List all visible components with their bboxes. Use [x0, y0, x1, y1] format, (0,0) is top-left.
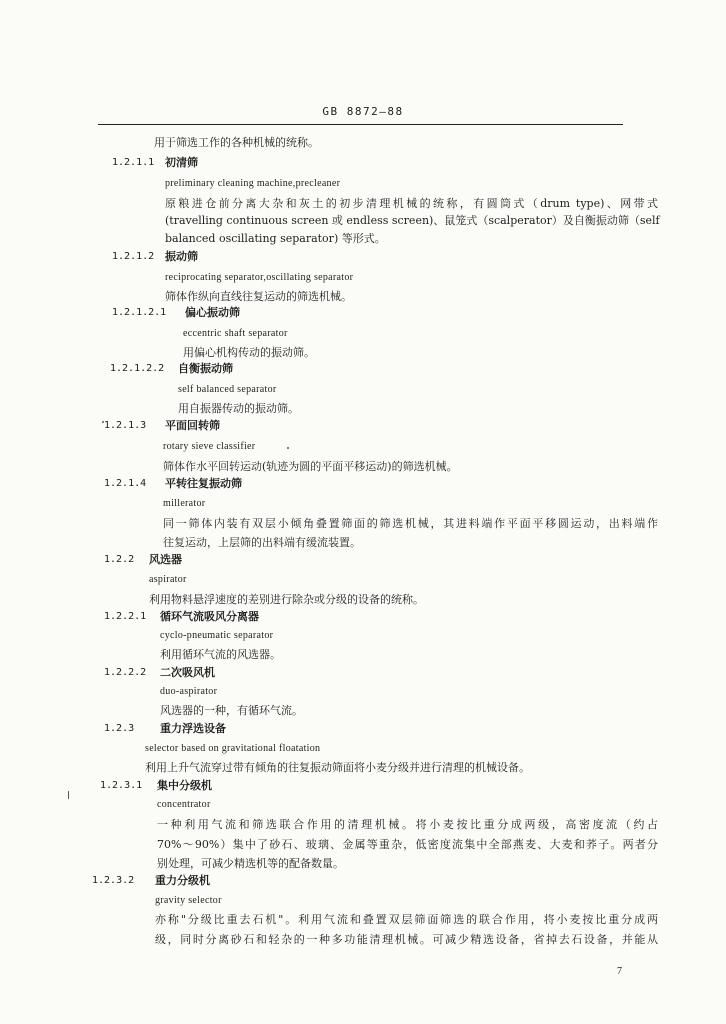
entry-term: 自衡振动筛 [178, 362, 233, 375]
entry-definition-line: 原粮进仓前分离大杂和灰土的初步清理机械的统称，有圆筒式（drum type)、网带式 [165, 197, 658, 210]
entry-english: reciprocating separator,oscillating separator [165, 272, 354, 283]
entry-definition-line: 亦称"分级比重去石机"。利用气流和叠置双层筛面筛选的联合作用，将小麦按比重分成两 [155, 913, 658, 926]
entry-definition-line: 利用上升气流穿过带有倾角的往复振动筛面将小麦分级并进行清理的机械设备。 [145, 761, 530, 774]
entry-definition-line: 筛体作纵向直线往复运动的筛选机械。 [165, 290, 352, 303]
entry-term: 振动筛 [165, 250, 198, 263]
entry-english: eccentric shaft separator [183, 328, 288, 339]
entry-english: selector based on gravitational floatation [145, 743, 321, 754]
entry-number: 1.2.2.2 [104, 667, 147, 678]
entry-english: cyclo-pneumatic separator [160, 630, 274, 641]
entry-definition-line: (travelling continuous screen 或 endless screen)、鼠笼式（scalperator）及自衡振动筛（self [165, 214, 660, 227]
entry-term: 平面回转筛 [165, 419, 220, 432]
entry-number: 1.2.1.2.2 [110, 363, 165, 374]
intro-line: 用于筛选工作的各种机械的统称。 [154, 136, 319, 149]
entry-definition-line: 同一筛体内装有双层小倾角叠置筛面的筛选机械，其进料端作平面平移圆运动，出料端作 [163, 517, 658, 530]
entry-number: 1.2.3.1 [100, 780, 143, 791]
entry-definition-line: 用自振器传动的振动筛。 [178, 402, 299, 415]
entry-term: 循环气流吸风分离器 [160, 610, 259, 623]
entry-english: rotary sieve classifier [163, 441, 256, 452]
entry-definition-line: 用偏心机构传动的振动筛。 [183, 346, 315, 359]
entry-english: self balanced separator [178, 384, 277, 395]
entry-definition-line: 风选器的一种，有循环气流。 [160, 704, 303, 717]
entry-term: 初清筛 [165, 156, 198, 169]
entry-term: 偏心振动筛 [185, 306, 240, 319]
entry-number: 1.2.1.2 [112, 251, 155, 262]
entry-definition-line: 利用循环气流的风选器。 [160, 648, 281, 661]
entry-number: 1.2.3.2 [92, 875, 135, 886]
entry-term: 平转往复振动筛 [165, 477, 242, 490]
entry-term: 二次吸风机 [160, 666, 215, 679]
entry-term: 重力分级机 [155, 874, 210, 887]
entry-number: 1.2.1.4 [104, 478, 147, 489]
entry-english: duo-aspirator [160, 686, 218, 697]
entry-number: 1.2.2 [104, 554, 135, 565]
entry-number: 1.2.2.1 [104, 611, 147, 622]
entry-number: 1.2.3 [104, 723, 135, 734]
entry-definition-line: 别处理，可减少精选机等的配备数量。 [157, 857, 344, 870]
entry-term: 集中分级机 [157, 779, 212, 792]
entry-english: aspirator [149, 574, 187, 585]
entry-definition-line: balanced oscillating separator) 等形式。 [165, 232, 386, 245]
entry-term: 重力浮选设备 [160, 722, 226, 735]
standard-code-header: GB 8872—88 [322, 105, 404, 118]
entry-english: concentrator [157, 799, 211, 810]
scan-speck [68, 791, 69, 799]
entry-definition-line: 筛体作水平回转运动(轨迹为圆的平面平移运动)的筛选机械。 [163, 460, 458, 473]
entry-definition-line: 一种利用气流和筛选联合作用的清理机械。将小麦按比重分成两级，高密度流（约占 [157, 818, 658, 831]
entry-number: 1.2.1.2.1 [112, 307, 167, 318]
page-number: 7 [617, 966, 622, 977]
header-rule [98, 124, 623, 125]
entry-number: 1.2.1.1 [112, 157, 155, 168]
entry-definition-line: 往复运动，上层筛的出料端有缓流装置。 [163, 536, 361, 549]
entry-definition-line: 70%～90%）集中了砂石、玻璃、金属等重杂，低密度流集中全部燕麦、大麦和荞子。两者分 [157, 838, 658, 851]
entry-number: 1.2.1.3 [104, 420, 147, 431]
entry-english: gravity selector [155, 895, 222, 906]
entry-definition-line: 利用物料悬浮速度的差别进行除杂或分级的设备的统称。 [149, 593, 424, 606]
entry-english: millerator [163, 498, 206, 509]
entry-definition-line: 级，同时分离砂石和轻杂的一种多功能清理机械。可减少精选设备，省掉去石设备，并能从 [155, 933, 658, 946]
scan-speck [287, 447, 289, 449]
scan-speck [102, 421, 104, 423]
entry-term: 风选器 [149, 553, 182, 566]
entry-english: preliminary cleaning machine,precleaner [165, 178, 341, 189]
